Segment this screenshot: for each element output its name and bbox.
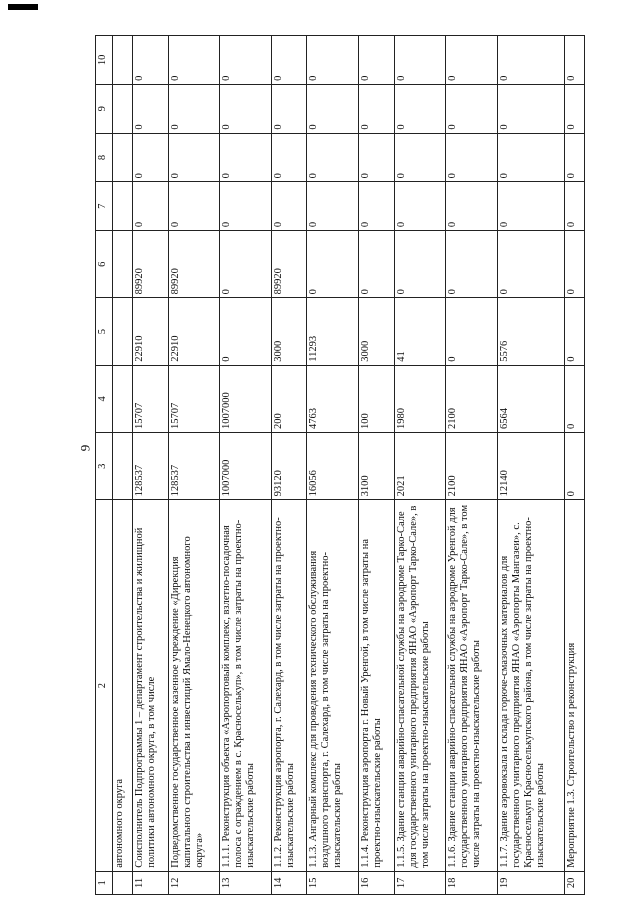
column-header: 6: [96, 231, 113, 298]
column-header: 8: [96, 133, 113, 182]
table-row: [307, 36, 359, 895]
value-cell: 22910: [168, 298, 220, 365]
value-cell: 11293: [307, 298, 359, 365]
value-cell: 0: [168, 133, 220, 182]
row-number: 11: [132, 871, 168, 894]
corner-mark: [8, 4, 38, 10]
value-cell: 128537: [132, 433, 168, 500]
value-cell: 0: [565, 231, 585, 298]
value-cell: 89920: [168, 231, 220, 298]
value-cell: 4763: [307, 365, 359, 432]
value-cell: 0: [565, 182, 585, 231]
row-name: 1.1.4. Реконструкция аэропорта г. Новый Уренгой, в том числе затраты на проектно-изыскательские работы: [358, 500, 394, 871]
value-cell: 0: [394, 84, 446, 133]
value-cell: 0: [132, 182, 168, 231]
budget-table: [95, 35, 585, 895]
value-cell: 41: [394, 298, 446, 365]
column-header: 4: [96, 365, 113, 432]
row-number: 12: [168, 871, 220, 894]
row-name: Подведомственное государственное казенное учреждение «Дирекция капитального строительства и инвестиций Ямало-Ненецкого автономного округа»: [168, 500, 220, 871]
value-cell: [113, 133, 133, 182]
value-cell: 0: [271, 36, 307, 85]
value-cell: 0: [394, 36, 446, 85]
value-cell: 16056: [307, 433, 359, 500]
value-cell: 0: [307, 133, 359, 182]
value-cell: 200: [271, 365, 307, 432]
row-number: 13: [220, 871, 272, 894]
value-cell: 89920: [132, 231, 168, 298]
value-cell: [113, 182, 133, 231]
row-number: 18: [446, 871, 498, 894]
value-cell: 0: [565, 365, 585, 432]
value-cell: 0: [271, 133, 307, 182]
rotated-table-container: [95, 35, 585, 895]
table-row: [497, 36, 564, 895]
row-name: 1.1.5. Здание станции аварийно-спасательной службы на аэродроме Тарко-Сале для государственного унитарного предприятия ЯНАО «Аэропорт Тарко-Сале», в том числе затраты на проектно-изыскательские работы: [394, 500, 446, 871]
value-cell: 0: [132, 84, 168, 133]
value-cell: 12140: [497, 433, 564, 500]
value-cell: 15707: [168, 365, 220, 432]
value-cell: 15707: [132, 365, 168, 432]
value-cell: 3000: [271, 298, 307, 365]
value-cell: 100: [358, 365, 394, 432]
value-cell: 0: [497, 36, 564, 85]
value-cell: 0: [394, 182, 446, 231]
value-cell: 6564: [497, 365, 564, 432]
value-cell: 5576: [497, 298, 564, 365]
value-cell: [113, 365, 133, 432]
value-cell: 0: [271, 84, 307, 133]
column-header: 3: [96, 433, 113, 500]
value-cell: [113, 36, 133, 85]
value-cell: 0: [446, 84, 498, 133]
value-cell: 0: [220, 298, 272, 365]
value-cell: 0: [307, 231, 359, 298]
row-number: [113, 871, 133, 894]
row-number: 19: [497, 871, 564, 894]
value-cell: 0: [307, 84, 359, 133]
row-name: 1.1.2. Реконструкция аэропорта, г. Салехард, в том числе затраты на проектно-изыскательские работы: [271, 500, 307, 871]
table-row: [446, 36, 498, 895]
value-cell: 22910: [132, 298, 168, 365]
table-row: [394, 36, 446, 895]
value-cell: 0: [446, 231, 498, 298]
row-name: 1.1.3. Ангарный комплекс для проведения технического обслуживания воздушного транспорта, г. Салехард, в том числе затраты на проектно-изыскательские работы: [307, 500, 359, 871]
table-row: [358, 36, 394, 895]
column-header: 7: [96, 182, 113, 231]
value-cell: 1007000: [220, 433, 272, 500]
value-cell: 0: [220, 133, 272, 182]
table-row: [271, 36, 307, 895]
row-number: 14: [271, 871, 307, 894]
table-row: [113, 36, 133, 895]
table-row: [168, 36, 220, 895]
value-cell: 0: [168, 36, 220, 85]
value-cell: [113, 433, 133, 500]
value-cell: 2100: [446, 433, 498, 500]
value-cell: 0: [565, 36, 585, 85]
value-cell: 0: [358, 133, 394, 182]
value-cell: 93120: [271, 433, 307, 500]
value-cell: 128537: [168, 433, 220, 500]
value-cell: 89920: [271, 231, 307, 298]
value-cell: 0: [394, 231, 446, 298]
row-number: 17: [394, 871, 446, 894]
row-name: автономного округа: [113, 500, 133, 871]
value-cell: 0: [307, 182, 359, 231]
value-cell: 0: [168, 84, 220, 133]
value-cell: 0: [358, 182, 394, 231]
value-cell: 0: [565, 133, 585, 182]
value-cell: 0: [446, 298, 498, 365]
value-cell: 0: [497, 84, 564, 133]
table-row: [220, 36, 272, 895]
value-cell: 0: [220, 231, 272, 298]
value-cell: [113, 84, 133, 133]
row-name: Соисполнитель Подпрограммы 1 – департамент строительства и жилищной политики автономного округа, в том числе: [132, 500, 168, 871]
row-name: 1.1.1. Реконструкция объекта «Аэропортовый комплекс, взлетно-посадочная полоса с ограждением в с. Красноселькуп», в том числе затраты на проектно-изыскательские работы: [220, 500, 272, 871]
value-cell: 0: [220, 84, 272, 133]
value-cell: 0: [220, 182, 272, 231]
row-number: 16: [358, 871, 394, 894]
row-name: 1.1.6. Здание станции аварийно-спасательной службы на аэродроме Уренгой для государственного унитарного предприятия ЯНАО «Аэропорт Тарко-Сале», в том числе затраты на проектно-изыскательские работы: [446, 500, 498, 871]
value-cell: 2021: [394, 433, 446, 500]
value-cell: 3000: [358, 298, 394, 365]
column-header: 2: [96, 500, 113, 871]
value-cell: 0: [358, 36, 394, 85]
value-cell: 0: [168, 182, 220, 231]
table-row: [132, 36, 168, 895]
value-cell: 3100: [358, 433, 394, 500]
column-header: 5: [96, 298, 113, 365]
value-cell: 0: [220, 36, 272, 85]
value-cell: 0: [446, 36, 498, 85]
page-number: 9: [77, 444, 93, 452]
value-cell: 0: [358, 84, 394, 133]
value-cell: 1980: [394, 365, 446, 432]
row-name: 1.1.7. Здание аэровокзала и склада горюче-смазочных материалов для государственного унитарного предприятия ЯНАО «Аэропорты Мангазеи», с. Красноселькуп Красноселькупского района, в том числе затраты на проектно-изыскательские работы: [497, 500, 564, 871]
value-cell: 0: [358, 231, 394, 298]
value-cell: [113, 231, 133, 298]
value-cell: 0: [394, 133, 446, 182]
value-cell: 0: [497, 133, 564, 182]
value-cell: 0: [307, 36, 359, 85]
row-number: 20: [565, 871, 585, 894]
value-cell: 0: [565, 433, 585, 500]
row-number: 15: [307, 871, 359, 894]
value-cell: 2100: [446, 365, 498, 432]
column-header: 10: [96, 36, 113, 85]
row-name: Мероприятие 1.3. Строительство и реконструкция: [565, 500, 585, 871]
value-cell: 0: [565, 84, 585, 133]
value-cell: [113, 298, 133, 365]
value-cell: 0: [271, 182, 307, 231]
value-cell: 0: [497, 182, 564, 231]
value-cell: 0: [446, 182, 498, 231]
value-cell: 0: [132, 36, 168, 85]
value-cell: 0: [132, 133, 168, 182]
value-cell: 0: [497, 231, 564, 298]
value-cell: 0: [446, 133, 498, 182]
value-cell: 1007000: [220, 365, 272, 432]
column-header: 9: [96, 84, 113, 133]
table-row: [565, 36, 585, 895]
column-number-row: [96, 36, 113, 895]
column-header: 1: [96, 871, 113, 894]
value-cell: 0: [565, 298, 585, 365]
